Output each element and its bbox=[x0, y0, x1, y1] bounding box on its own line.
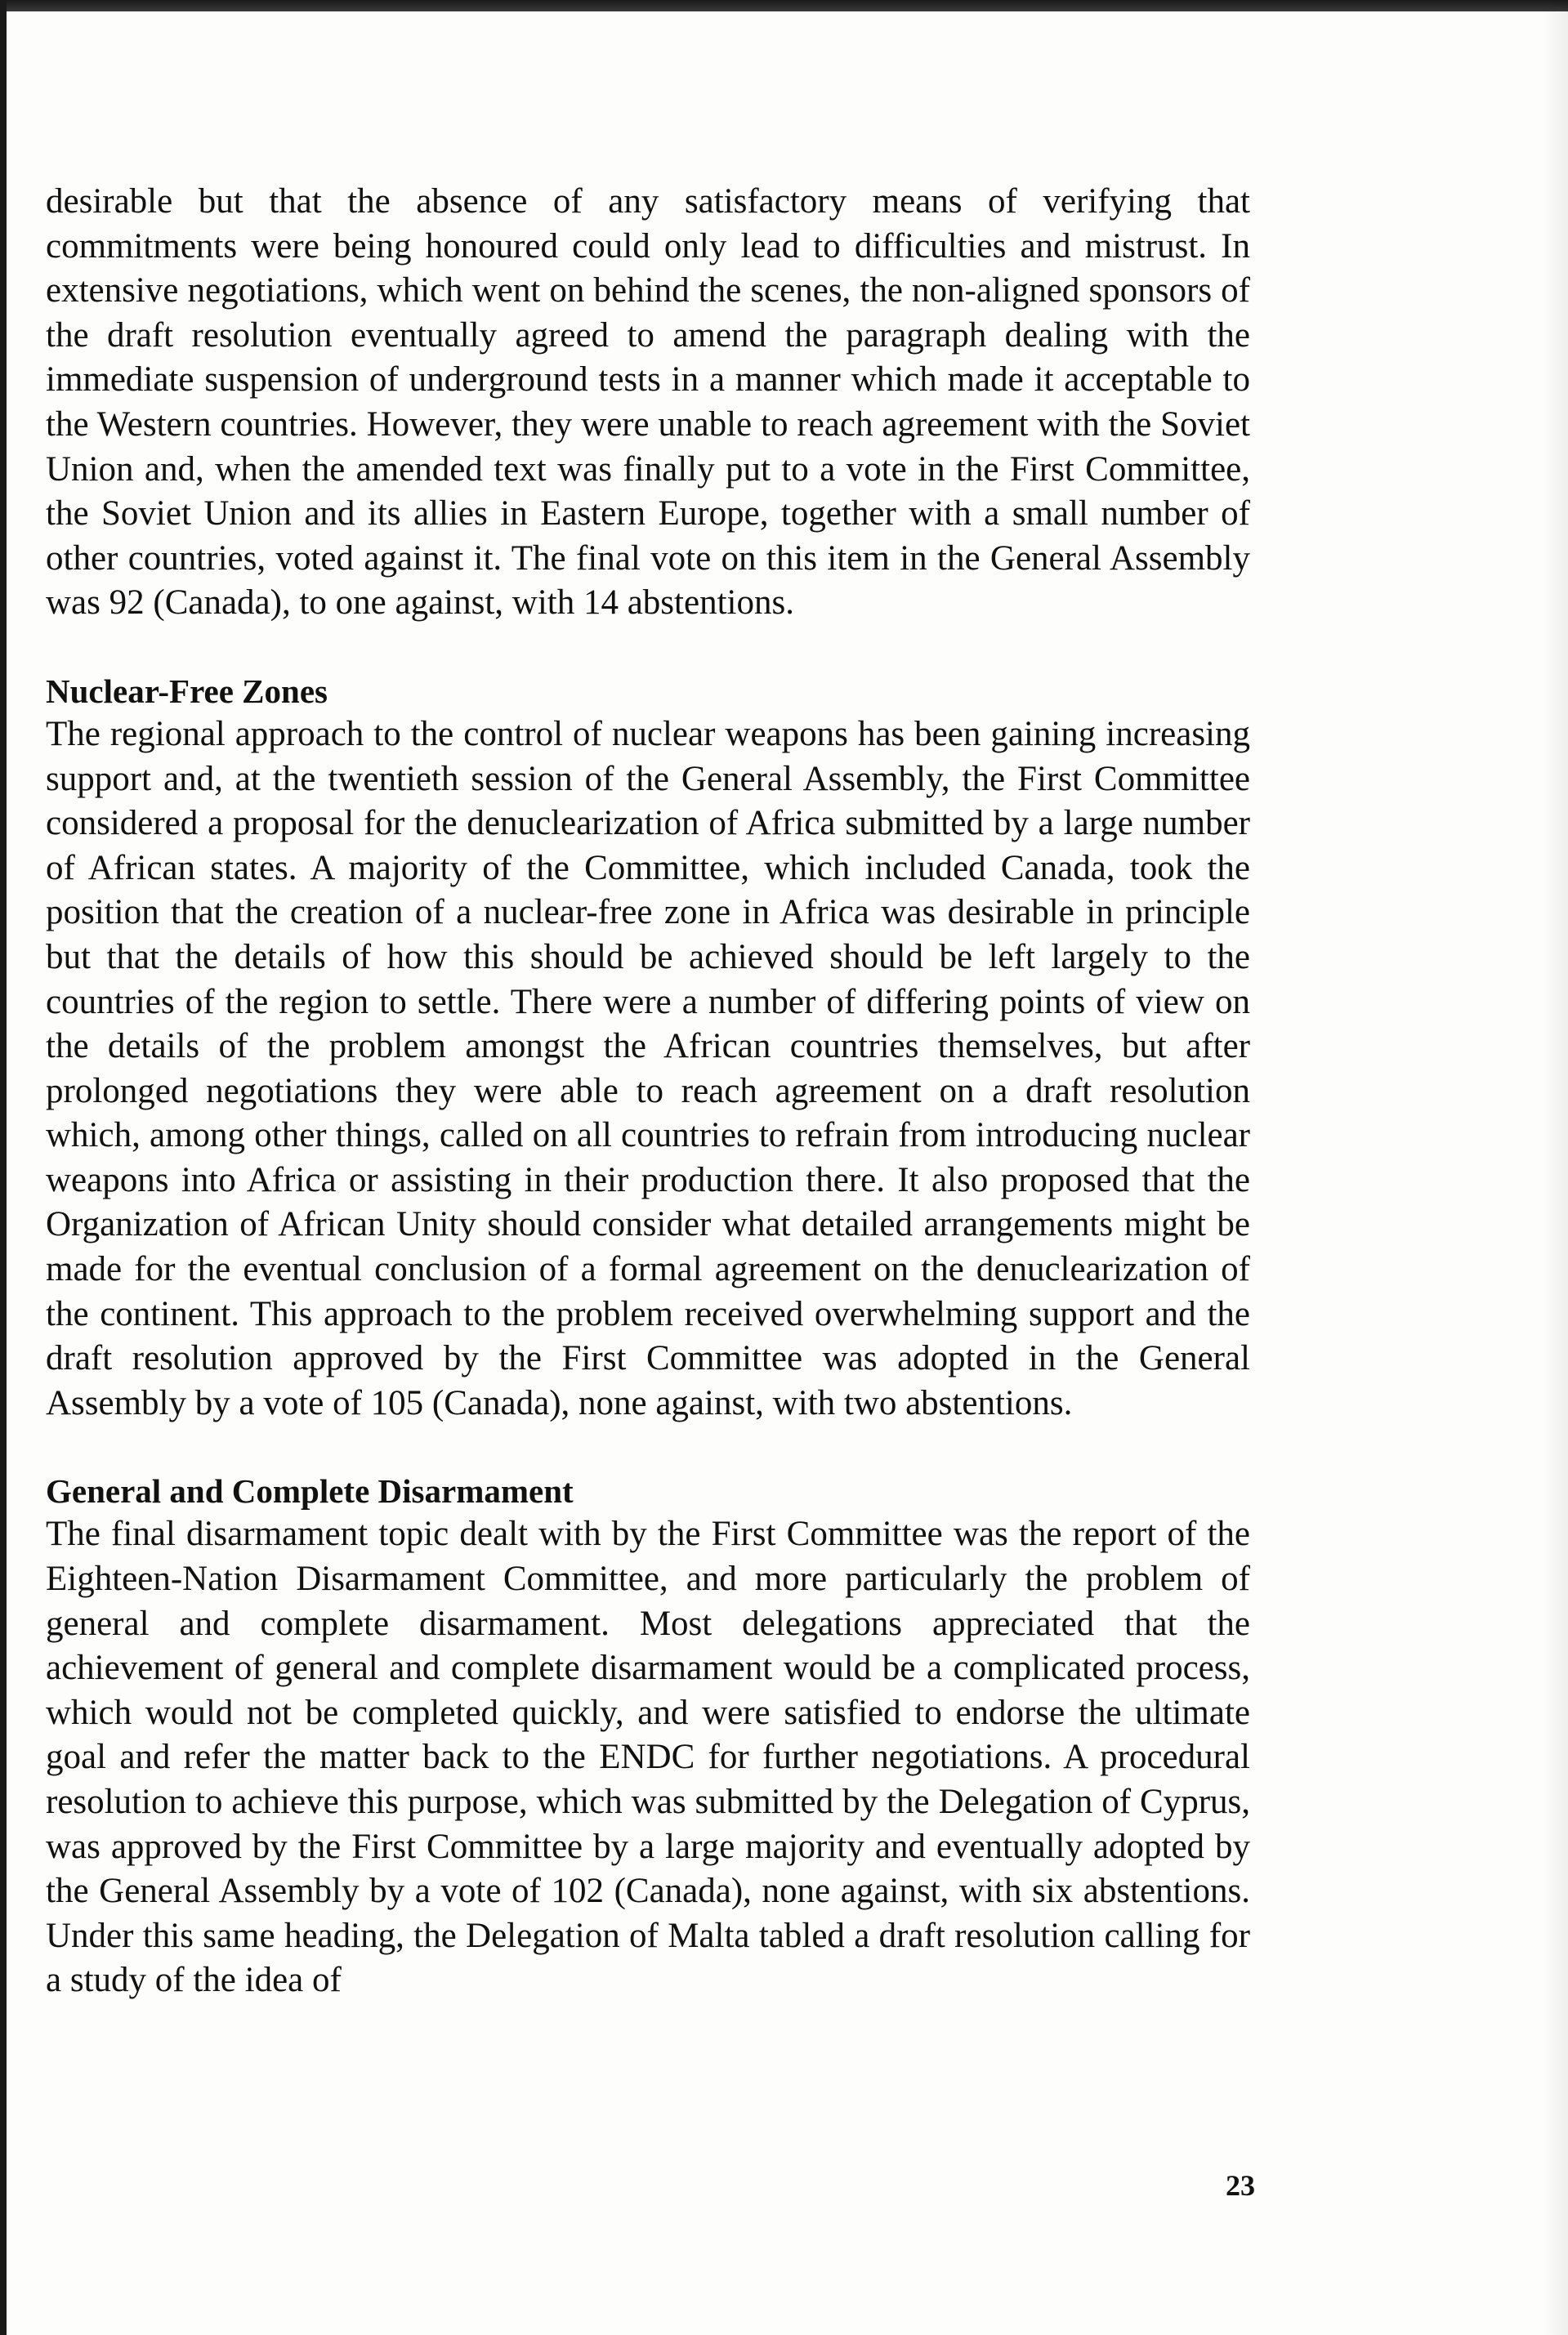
scan-right-shadow bbox=[1543, 0, 1568, 2335]
section-heading-nuclear-free-zones: Nuclear-Free Zones bbox=[46, 672, 328, 710]
section-paragraph-general-disarmament: The final disarmament topic dealt with by the First Committee was the report of the Eighteen-Nation Disarmament Committee, and more particularly the problem of general and complete disarmament. Most delegations appreciated that the achievement of general and complete disarmament would be a complicated process, which would not be completed quickly, and were satisfied to endorse the ultimate goal and refer the matter back to the ENDC for further negotiations. A procedural resolution to achieve this purpose, which was submitted by the Delegation of Cyprus, was approved by the First Committee by a large majority and eventually adopted by the General Assembly by a vote of 102 (Canada), none against, with six abstentions. Under this same heading, the Delegation of Malta tabled a draft resolution calling for a study of the idea of bbox=[46, 1515, 1250, 2000]
section-paragraph-nuclear-free-zones: The regional approach to the control of nuclear weapons has been gaining increasing support and, at the twentieth session of the General Assembly, the First Committee considered a proposal for the denuclearization of Africa submitted by a large number of African states. A majority of the Committee, which included Canada, took the position that the creation of a nuclear-free zone in Africa was desirable in principle but that the details of how this should be achieved should be left largely to the countries of the region to settle. There were a number of differing points of view on the details of the problem amongst the African countries themselves, but after prolonged negotiations they were able to reach agreement on a draft resolution which, among other things, called on all countries to refrain from introducing nuclear weapons into Africa or assisting in their production there. It also proposed that the Organization of African Unity should consider what detailed arrangements might be made for the eventual conclusion of a formal agreement on the denuclearization of the continent. This approach to the problem received overwhelming support and the draft resolution approved by the First Committee was adopted in the General Assembly by a vote of 105 (Canada), none against, with two abstentions. bbox=[46, 714, 1250, 1422]
scan-left-edge bbox=[0, 0, 7, 2335]
body-text bbox=[46, 180, 1250, 2003]
scan-top-edge bbox=[0, 0, 1568, 11]
opening-paragraph: desirable but that the absence of any satisfactory means of verifying that commitments were being honoured could only lead to difficulties and mistrust. In extensive negotiations, which went on behind the scenes, the non-aligned sponsors of the draft resolution eventually agreed to amend the paragraph dealing with the immediate suspension of underground tests in a manner which made it acceptable to the Western countries. However, they were unable to reach agreement with the Soviet Union and, when the amended text was finally put to a vote in the First Committee, the Soviet Union and its allies in Eastern Europe, together with a small number of other countries, voted against it. The final vote on this item in the General Assembly was 92 (Canada), to one against, with 14 abstentions. bbox=[46, 182, 1250, 623]
section-heading-general-disarmament: General and Complete Disarmament bbox=[46, 1472, 574, 1511]
page-number: 23 bbox=[1226, 2169, 1255, 2202]
